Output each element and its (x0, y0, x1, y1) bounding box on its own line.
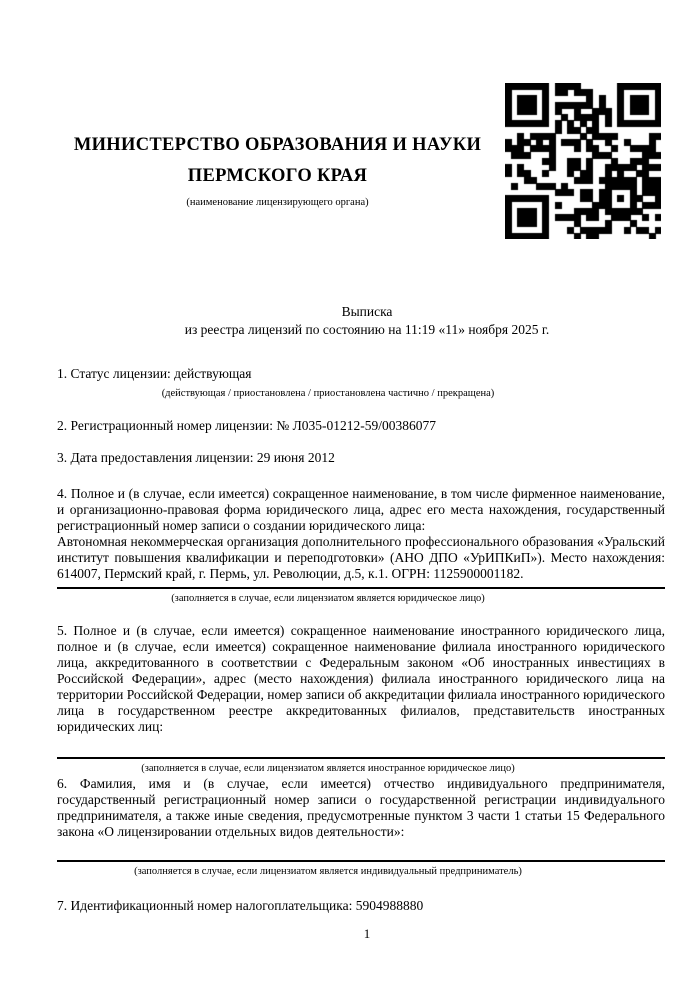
grant-date-text: 3. Дата предоставления лицензии: 29 июня 2012 (57, 450, 335, 465)
qr-code-icon (505, 83, 661, 239)
item-individual-entrepreneur (57, 776, 665, 878)
foreign-entity-underline (57, 757, 665, 759)
license-status-text: 1. Статус лицензии: действующая (57, 366, 252, 381)
extract-subtitle: из реестра лицензий по состоянию на 11:19 «11» ноября 2025 г. (184, 322, 550, 337)
licensing-authority-caption: (наименование лицензирующего органа) (186, 197, 369, 208)
foreign-entity-caption: (заполняется в случае, если лицензиатом является иностранное юридическое лицо) (141, 763, 515, 774)
item-registration-number (57, 418, 665, 434)
individual-entrepreneur-label: 6. Фамилия, имя и (в случае, если имеется) отчество индивидуального предпринимателя, государственный регистрационный номер записи о государственной регистрации индивидуального предпринимателя, а также иные сведения, предусмотренные пунктом 3 части 1 статьи 15 Федерального закона «О лицензировании отдельных видов деятельности»: (57, 776, 665, 839)
item-foreign-entity (57, 623, 665, 775)
status-options-caption: (действующая / приостановлена / приостановлена частично / прекращена) (161, 388, 495, 399)
extract-title: Выписка (341, 304, 393, 319)
taxpayer-number-text: 7. Идентификационный номер налогоплательщика: 5904988880 (57, 898, 424, 913)
individual-entrepreneur-caption: (заполняется в случае, если лицензиатом является индивидуальный предприниматель) (134, 866, 522, 877)
item-license-status (57, 366, 665, 400)
ministry-name-line2: ПЕРМСКОГО КРАЯ (187, 166, 368, 186)
ministry-name-line1: МИНИСТЕРСТВО ОБРАЗОВАНИЯ И НАУКИ (73, 135, 482, 155)
licensing-authority-header (57, 130, 498, 209)
legal-entity-underline (57, 587, 665, 589)
registration-number-text: 2. Регистрационный номер лицензии: № Л035-01212-59/00386077 (57, 418, 437, 433)
legal-entity-caption: (заполняется в случае, если лицензиатом является юридическое лицо) (171, 593, 485, 604)
item-legal-entity (57, 486, 665, 605)
individual-entrepreneur-underline (57, 860, 665, 862)
legal-entity-value: Автономная некоммерческая организация дополнительного профессионального образования «Уральский институт повышения квалификации и переподготовки» (АНО ДПО «УрИПКиП»). Место нахождения: 614007, Пермский край, г. Пермь, ул. Революции, д.5, к.1. ОГРН: 1125900001182. (57, 534, 665, 581)
item-grant-date (57, 450, 665, 466)
foreign-entity-label: 5. Полное и (в случае, если имеется) сокращенное наименование иностранного юридического лица, полное и (в случае, если имеется) сокращенное наименование филиала иностранного юридического лица, аккредитованного в соответствии с Федеральным законом «Об иностранных инвестициях в Российской Федерации», адрес (место нахождения) филиала иностранного юридического лица на территории Российской Федерации, номер записи об аккредитации филиала иностранного юридического лица в государственном реестре аккредитованных филиалов, представительств иностранных юридических лиц: (57, 623, 665, 734)
extract-heading (57, 303, 677, 339)
page-number: 1 (363, 926, 371, 941)
item-taxpayer-number (57, 898, 665, 914)
legal-entity-label: 4. Полное и (в случае, если имеется) сокращенное наименование, в том числе фирменное наименование, и организационно-правовая форма юридического лица, адрес его места нахождения, государственный регистрационный номер записи о создании юридического лица: (57, 486, 665, 533)
